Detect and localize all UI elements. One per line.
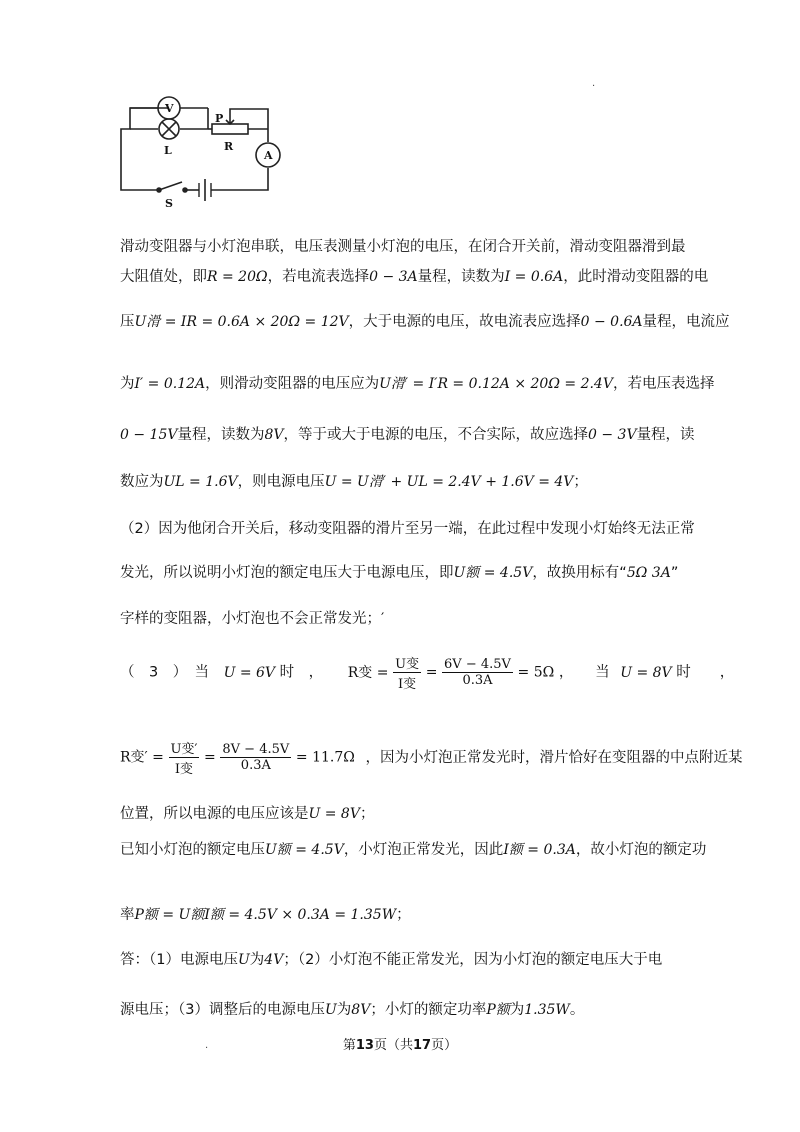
paragraph-line-14: 率P额 = U额I额 = 4.5V × 0.3A = 1.35W； (120, 907, 411, 923)
paragraph-line-6: 数应为UL = 1.6V，则电源电压U = U滑′ + UL = 2.4V + 1.6V = 4V； (120, 474, 588, 490)
fraction-r-change-prime: $\frac{\text{U变′}}{\text{I变}}$ (169, 738, 200, 777)
paragraph-line-9: 字样的变阻器，小灯泡也不会正常发光；′ (120, 611, 385, 627)
wire-right-bottom (211, 168, 268, 190)
fraction-r-change-prime-values: $\frac{8V - 4.5V}{0.3A}$ (222, 742, 290, 773)
answer-line-2: 源电压；（3）调整后的电源电压U为8V；小灯的额定功率P额为1.35W。 (120, 1002, 585, 1018)
paragraph-line-5: 0 − 15V量程，读数为8V，等于或大于电源的电压，不合实际，故应选择0 − 3V量程，读 (120, 427, 695, 443)
paragraph-line-3: 压U滑 = IR = 0.6A × 20Ω = 12V，大于电源的电压，故电流表应选择0 − 0.6A量程，电流应 (120, 314, 730, 330)
stray-dot-2: . (205, 1040, 209, 1051)
label-r: R (224, 140, 234, 153)
stray-dot: . (592, 78, 596, 89)
answer-line-1: 答：（1）电源电压U为4V；（2）小灯泡不能正常发光，因为小灯泡的额定电压大于电 (120, 952, 663, 968)
paragraph-line-1: 滑动变阻器与小灯泡串联，电压表测量小灯泡的电压，在闭合开关前，滑动变阻器滑到最 (120, 239, 686, 255)
label-l: L (164, 144, 172, 157)
paragraph-line-11: R变′ = $\frac{\text{U变′}}{\text{I变}}$ = $\frac{8V - 4.5V}{0.3A}$ = 11.7Ω ，因为小灯泡正常发光时，滑片恰好在变阻器的中点附近某 (120, 738, 742, 777)
fraction-r-change: $\frac{\text{U变}}{\text{I变}}$ (393, 653, 421, 692)
wire-left (121, 108, 168, 190)
paragraph-line-10: （ 3 ） 当 U = 6V 时 ， R变 = $\frac{\text{U变}}{\text{I变}}$ = $\frac{6V - 4.5V}{0.3A}$ = 5Ω ， 当 U = 8V 时 ， (120, 653, 734, 692)
switch-icon (159, 182, 182, 190)
current-page: 13 (355, 1038, 374, 1053)
label-s: S (165, 197, 173, 210)
paragraph-line-13: 已知小灯泡的额定电压U额 = 4.5V，小灯泡正常发光，因此I额 = 0.3A，故小灯泡的额定功 (120, 842, 707, 858)
label-v: V (165, 102, 174, 115)
paragraph-line-12: 位置，所以电源的电压应该是U = 8V； (120, 806, 375, 822)
circuit-diagram (0, 0, 800, 220)
rheostat-icon (212, 124, 248, 134)
paragraph-line-2: 大阻值处，即R = 20Ω，若电流表选择0 − 3A量程，读数为I = 0.6A，此时滑动变阻器的电 (120, 269, 709, 285)
paragraph-line-7: （2）因为他闭合开关后，移动变阻器的滑片至另一端，在此过程中发现小灯始终无法正常 (120, 521, 695, 537)
label-a: A (264, 149, 273, 162)
fraction-r-change-values: $\frac{6V - 4.5V}{0.3A}$ (444, 657, 511, 688)
label-p: P (215, 112, 224, 125)
page-footer: 第13页（共17页） (342, 1038, 458, 1053)
paragraph-line-4: 为I′ = 0.12A，则滑动变阻器的电压应为U滑′ = I′R = 0.12A × 20Ω = 2.4V，若电压表选择 (120, 376, 715, 392)
paragraph-line-8: 发光，所以说明小灯泡的额定电压大于电源电压，即U额 = 4.5V，故换用标有“5Ω 3A” (120, 565, 679, 581)
total-pages: 17 (413, 1038, 432, 1053)
wire-right-top (230, 109, 268, 142)
